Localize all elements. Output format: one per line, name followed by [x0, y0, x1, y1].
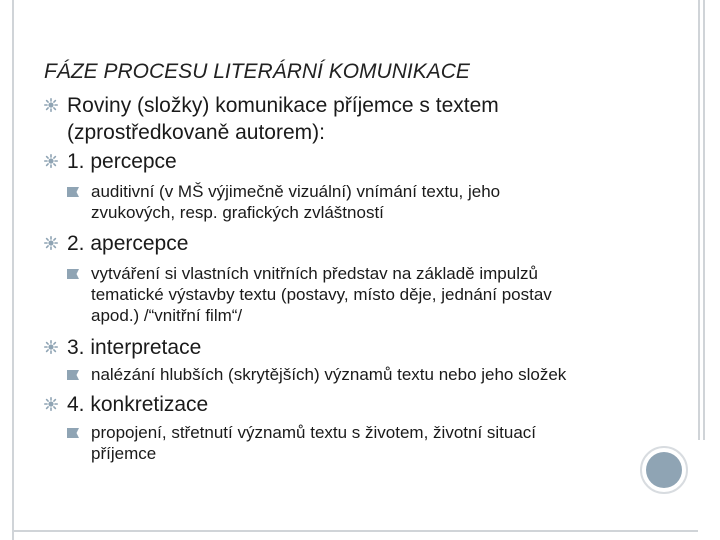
frame-right-line [698, 0, 700, 440]
point-heading: 1. percepce [67, 150, 177, 173]
point-2-item [44, 230, 188, 257]
detail-line: příjemce [91, 444, 157, 463]
flag-bullet-icon [66, 186, 80, 198]
intro-line-1: Roviny (složky) komunikace příjemce s textem [67, 94, 499, 117]
point-1-detail [66, 181, 500, 223]
point-3-detail-text [91, 364, 566, 385]
frame-right-line-outer [703, 0, 705, 440]
circle-ornament-fill [646, 452, 682, 488]
detail-line: auditivní (v MŠ výjimečně vizuální) vnímání textu, jeho [91, 182, 501, 201]
intro-text [67, 92, 499, 146]
detail-line: vytváření si vlastních vnitřních představ na základě impulzů [91, 264, 538, 283]
point-heading: 3. interpretace [67, 336, 202, 359]
detail-line: tematické výstavby textu (postavy, místo děje, jednání postav [91, 285, 552, 304]
circle-ornament-icon [640, 446, 688, 494]
detail-line: zvukových, resp. grafických zvláštností [91, 203, 384, 222]
sun-bullet-icon [44, 98, 58, 112]
point-heading: 2. apercepce [67, 232, 189, 255]
intro-bullet-item [44, 92, 499, 146]
detail-line: nalézání hlubších (skrytějších) významů textu nebo jeho složek [91, 365, 567, 384]
flag-bullet-icon [66, 369, 80, 381]
sun-bullet-icon [44, 340, 58, 354]
sun-bullet-icon [44, 397, 58, 411]
frame-bottom-line [12, 530, 698, 532]
flag-bullet-icon [66, 268, 80, 280]
point-3-item [44, 334, 201, 361]
intro-line-2: (zprostředkovaně autorem): [67, 121, 325, 144]
point-4-item [44, 391, 208, 418]
flag-bullet-icon [66, 427, 80, 439]
point-2-detail [66, 263, 552, 326]
sun-bullet-icon [44, 236, 58, 250]
point-1-detail-text [91, 181, 500, 223]
slide-title: FÁZE PROCESU LITERÁRNÍ KOMUNIKACE [44, 60, 470, 83]
sun-bullet-icon [44, 154, 58, 168]
point-4-detail-text [91, 422, 536, 464]
detail-line: propojení, střetnutí významů textu s životem, životní situací [91, 423, 537, 442]
point-1-item [44, 148, 177, 175]
point-3-detail [66, 364, 566, 385]
point-4-detail [66, 422, 536, 464]
point-heading: 4. konkretizace [67, 393, 209, 416]
point-2-detail-text [91, 263, 552, 326]
frame-left-line [12, 0, 14, 540]
detail-line: apod.) /“vnitřní film“/ [91, 306, 243, 325]
